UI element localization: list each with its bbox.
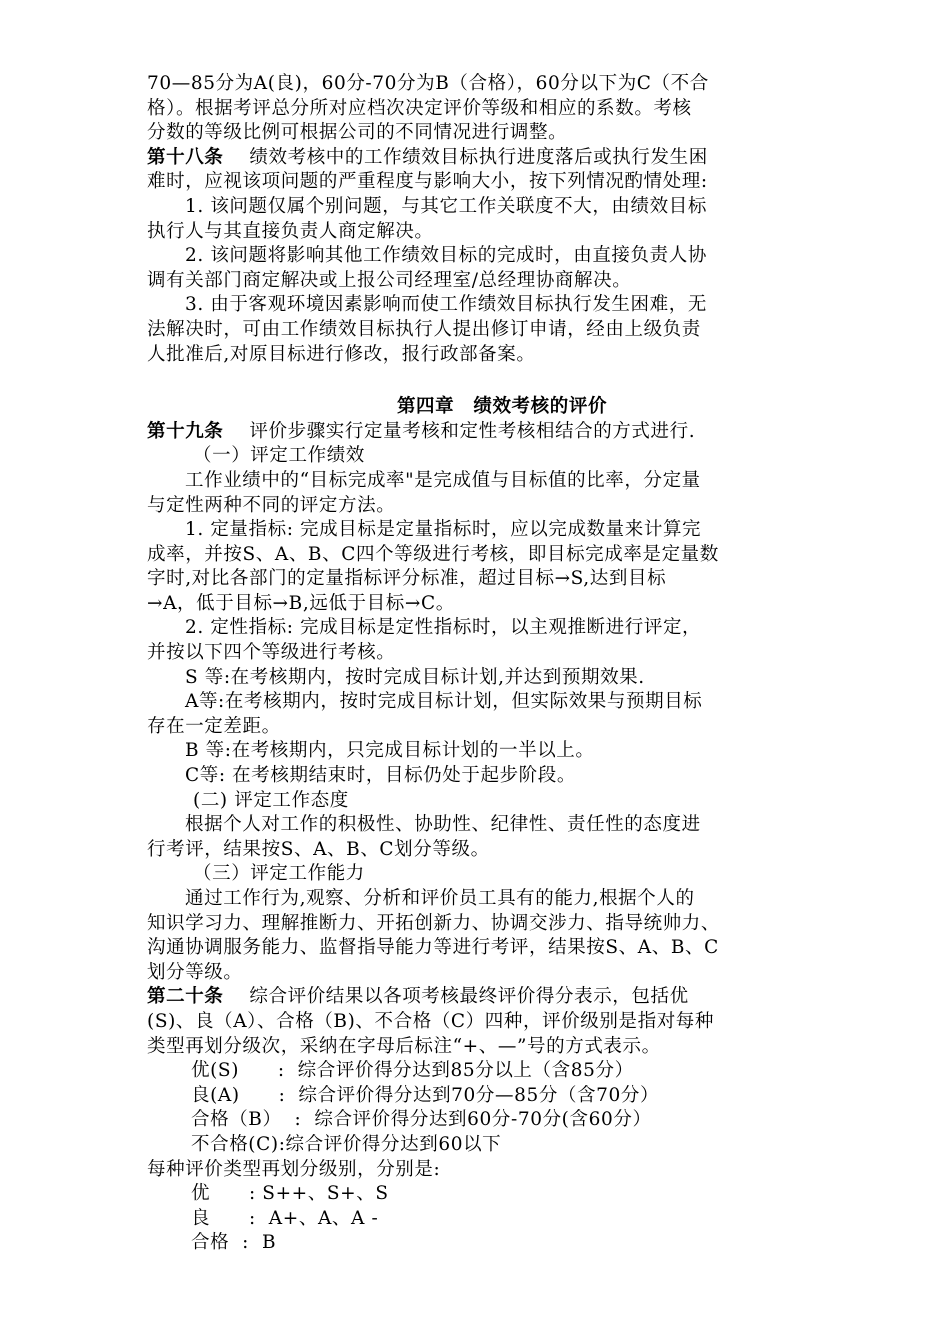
- text-line: 分数的等级比例可根据公司的不同情况进行调整。: [147, 122, 568, 144]
- text-line: C等: 在考核期结束时，目标仍处于起步阶段。: [185, 765, 576, 787]
- text-line: 2. 该问题将影响其他工作绩效目标的完成时，由直接负责人协: [185, 245, 707, 267]
- text-line: 难时，应视该项问题的严重程度与影响大小，按下列情况酌情处理:: [147, 171, 708, 193]
- text-line: 工作业绩中的“目标完成率"是完成值与目标值的比率，分定量: [185, 469, 701, 491]
- text-line: 行考评，结果按S、A、B、C划分等级。: [147, 838, 490, 860]
- text-line: 与定性两种不同的评定方法。: [147, 494, 396, 516]
- text-line: B 等:在考核期内，只完成目标计划的一半以上。: [185, 740, 595, 762]
- article-18-heading: 第十八条: [147, 146, 224, 168]
- article-20-line: [147, 985, 817, 1010]
- text-line: 类型再划分级次，采纳在字母后标注“+、—”号的方式表示。: [147, 1035, 661, 1057]
- text-line: →A，低于目标→B,远低于目标→C。: [147, 592, 455, 614]
- text-line: 70—85分为A(良)，60分-70分为B（合格），60分以下为C（不合: [147, 73, 709, 94]
- section-heading: (二) 评定工作态度: [193, 789, 349, 811]
- section-heading: （一）评定工作绩效: [193, 445, 365, 467]
- text-line: 沟通协调服务能力、监督指导能力等进行考评，结果按S、A、B、C: [147, 937, 719, 959]
- article-19-line: [147, 420, 817, 445]
- text-line: 1. 定量指标: 完成目标是定量指标时，应以完成数量来计算完: [185, 519, 702, 541]
- grade-row: 优(S) : 综合评价得分达到85分以上（含85分）: [191, 1060, 634, 1082]
- text-line: 格）。根据考评总分所对应档次决定评价等级和相应的系数。考核: [147, 97, 692, 119]
- section-heading: （三）评定工作能力: [193, 863, 365, 885]
- level-row: 优 : S++、S+、S: [191, 1183, 389, 1205]
- text-line: (S)、良（A）、合格（B)、不合格（C）四种，评价级别是指对每种: [147, 1010, 714, 1032]
- text-span: 绩效考核中的工作绩效目标执行进度落后或执行发生困: [249, 146, 708, 168]
- text-line: 法解决时，可由工作绩效目标执行人提出修订申请，经由上级负责: [147, 318, 701, 340]
- chapter-heading: 第四章 绩效考核的评价: [396, 396, 608, 418]
- text-line: 通过工作行为,观察、分析和评价员工具有的能力,根据个人的: [185, 888, 695, 909]
- document-page: [147, 72, 817, 1256]
- grade-row: 不合格(C):综合评价得分达到60以下: [191, 1133, 502, 1155]
- text-line: 划分等级。: [147, 961, 243, 983]
- text-line: 每种评价类型再划分级别，分别是:: [147, 1158, 441, 1180]
- text-line: 3. 由于客观环境因素影响而使工作绩效目标执行发生困难，无: [185, 294, 707, 316]
- grade-row: 合格（B） : 综合评价得分达到60分-70分(含60分）: [191, 1109, 652, 1131]
- article-20-heading: 第二十条: [147, 986, 224, 1008]
- level-row: 合格 : B: [191, 1232, 277, 1254]
- text-span: 评价步骤实行定量考核和定性考核相结合的方式进行.: [249, 420, 696, 442]
- text-line: 人批准后,对原目标进行修改，报行政部备案。: [147, 343, 536, 365]
- text-line: 知识学习力、理解推断力、开拓创新力、协调交涉力、指导统帅力、: [147, 912, 721, 934]
- level-row: 良 : A+、A、A -: [191, 1207, 379, 1229]
- text-line: 成率，并按S、A、B、C四个等级进行考核，即目标完成率是定量数: [147, 543, 719, 565]
- text-line: 存在一定差距。: [147, 715, 281, 737]
- article-18-line: [147, 146, 817, 171]
- text-line: 并按以下四个等级进行考核。: [147, 642, 396, 664]
- text-line: 根据个人对工作的积极性、协助性、纪律性、责任性的态度进: [185, 814, 701, 836]
- text-line: 字时,对比各部门的定量指标评分标准，超过目标→S,达到目标: [147, 568, 667, 590]
- text-line: 1. 该问题仅属个别问题，与其它工作关联度不大，由绩效目标: [185, 195, 707, 217]
- text-span: 综合评价结果以各项考核最终评价得分表示，包括优: [249, 986, 689, 1008]
- text-line: 调有关部门商定解决或上报公司经理室/总经理协商解决。: [147, 269, 632, 291]
- text-line: S 等:在考核期内，按时完成目标计划,并达到预期效果.: [185, 666, 645, 688]
- article-19-heading: 第十九条: [147, 420, 224, 442]
- text-line: A等:在考核期内，按时完成目标计划，但实际效果与预期目标: [185, 691, 703, 713]
- text-line: 执行人与其直接负责人商定解决。: [147, 220, 434, 242]
- grade-row: 良(A) : 综合评价得分达到70分—85分（含70分）: [191, 1084, 660, 1106]
- text-line: 2. 定性指标: 完成目标是定性指标时，以主观推断进行评定，: [185, 617, 702, 639]
